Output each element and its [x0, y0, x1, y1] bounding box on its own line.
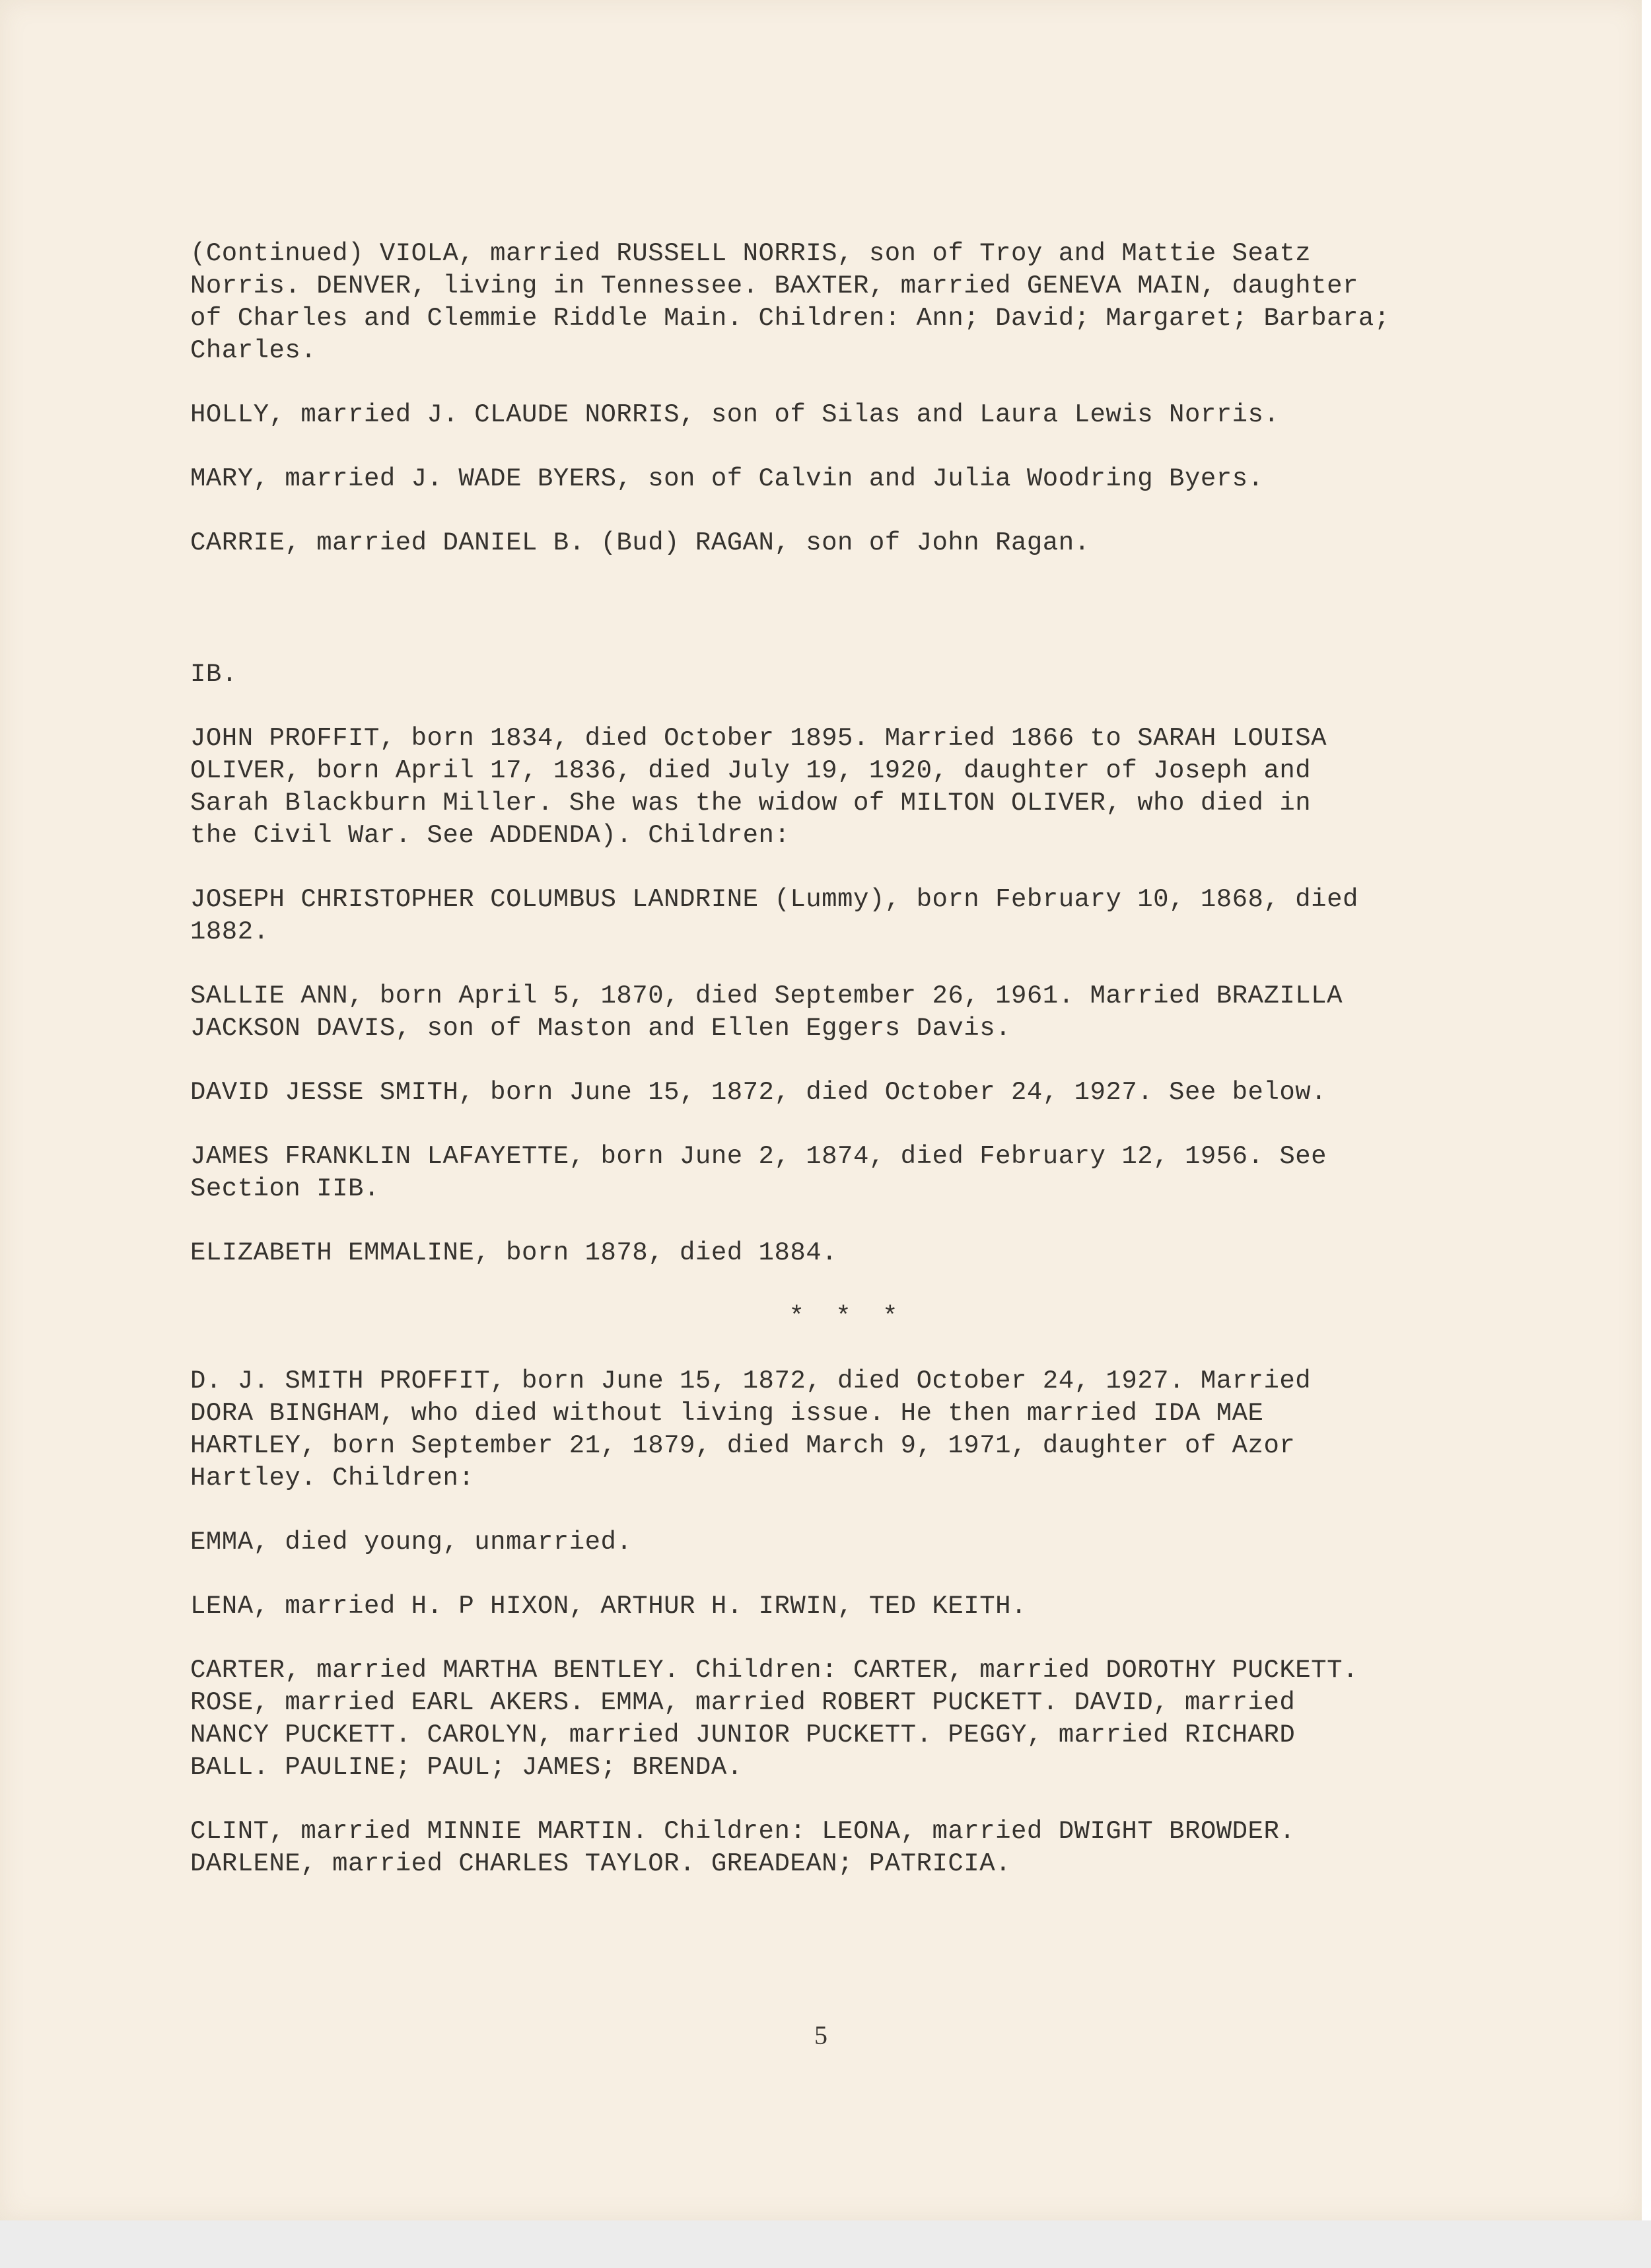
paragraph-mary: MARY, married J. WADE BYERS, son of Calvin and Julia Woodring Byers. — [190, 464, 1264, 493]
document-body — [190, 238, 1478, 1880]
separator-stars: * * * — [789, 1302, 906, 1331]
paragraph-clint: CLINT, married MINNIE MARTIN. Children: LEONA, married DWIGHT BROWDER. DARLENE, married CHARLES TAYLOR. GREADEAN; PATRICIA. — [190, 1817, 1296, 1878]
paragraph-carrie: CARRIE, married DANIEL B. (Bud) RAGAN, son of John Ragan. — [190, 528, 1090, 557]
paragraph-holly: HOLLY, married J. CLAUDE NORRIS, son of Silas and Laura Lewis Norris. — [190, 400, 1280, 429]
paragraph-david-jesse-smith: DAVID JESSE SMITH, born June 15, 1872, died October 24, 1927. See below. — [190, 1078, 1327, 1107]
paragraph-emma: EMMA, died young, unmarried. — [190, 1528, 633, 1557]
scan-background — [0, 2220, 1651, 2268]
paragraph-lena: LENA, married H. P HIXON, ARTHUR H. IRWIN, TED KEITH. — [190, 1592, 1027, 1621]
paragraph-continued-viola: (Continued) VIOLA, married RUSSELL NORRIS, son of Troy and Mattie Seatz Norris. DENVER, living in Tennessee. BAXTER, married GENEVA MAIN, daughter of Charles and Clemmie Riddle Main. Children: Ann; David; Margaret; Barbara; Charles. — [190, 239, 1390, 365]
section-heading: IB. — [190, 660, 238, 689]
paragraph-elizabeth: ELIZABETH EMMALINE, born 1878, died 1884. — [190, 1238, 838, 1267]
paragraph-joseph: JOSEPH CHRISTOPHER COLUMBUS LANDRINE (Lummy), born February 10, 1868, died 1882. — [190, 885, 1358, 946]
paragraph-dj-smith-proffit: D. J. SMITH PROFFIT, born June 15, 1872, died October 24, 1927. Married DORA BINGHAM, who died without living issue. He then married IDA MAE HARTLEY, born September 21, 1879, died March 9, 1971, daughter of Azor Hartley. Children: — [190, 1366, 1312, 1493]
paragraph-james-franklin: JAMES FRANKLIN LAFAYETTE, born June 2, 1874, died February 12, 1956. See Section IIB. — [190, 1142, 1327, 1203]
paragraph-john-proffit: JOHN PROFFIT, born 1834, died October 1895. Married 1866 to SARAH LOUISA OLIVER, born April 17, 1836, died July 19, 1920, daughter of Joseph and Sarah Blackburn Miller. She was the widow of MILTON OLIVER, who died in the Civil War. See ADDENDA). Children: — [190, 724, 1327, 850]
paragraph-sallie-ann: SALLIE ANN, born April 5, 1870, died September 26, 1961. Married BRAZILLA JACKSON DAVIS, son of Maston and Ellen Eggers Davis. — [190, 981, 1343, 1043]
page-number: 5 — [814, 2020, 827, 2050]
paragraph-carter: CARTER, married MARTHA BENTLEY. Children: CARTER, married DOROTHY PUCKETT. ROSE, married EARL AKERS. EMMA, married ROBERT PUCKETT. DAVID, married NANCY PUCKETT. CAROLYN, married JUNIOR PUCKETT. PEGGY, married RICHARD BALL. PAULINE; PAUL; JAMES; BRENDA. — [190, 1656, 1358, 1782]
